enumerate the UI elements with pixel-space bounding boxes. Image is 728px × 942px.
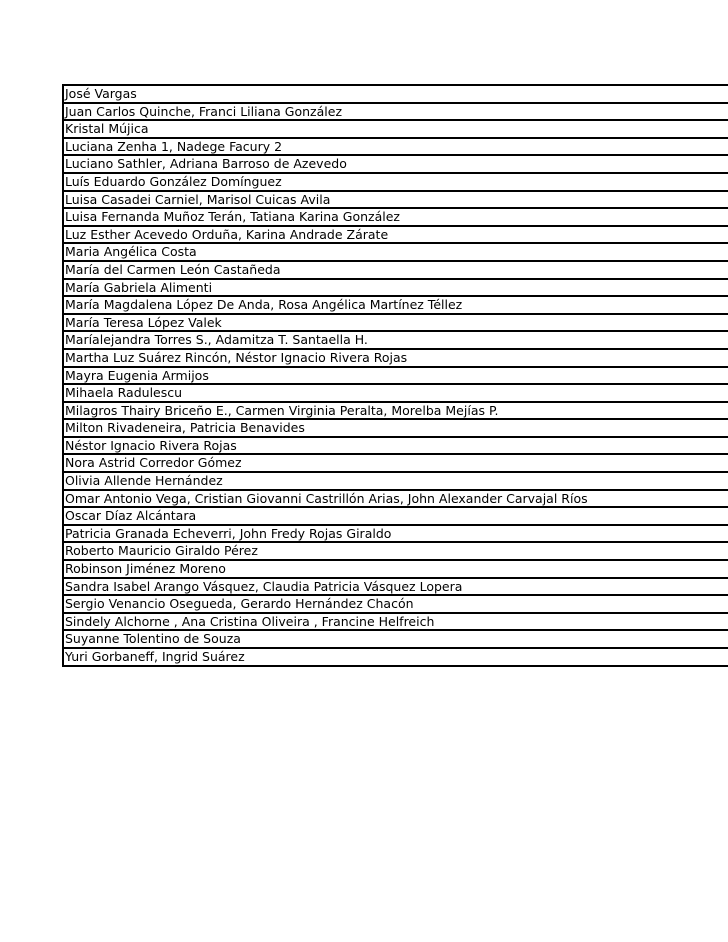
table-row: Kristal Mújica — [64, 121, 728, 139]
table-row: Juan Carlos Quinche, Franci Liliana González — [64, 104, 728, 122]
table-row: Néstor Ignacio Rivera Rojas — [64, 438, 728, 456]
table-row: Robinson Jiménez Moreno — [64, 561, 728, 579]
table-row: Roberto Mauricio Giraldo Pérez — [64, 543, 728, 561]
table-row: María Teresa López Valek — [64, 315, 728, 333]
table-row: Sergio Venancio Osegueda, Gerardo Hernández Chacón — [64, 596, 728, 614]
table-row: Patricia Granada Echeverri, John Fredy Rojas Giraldo — [64, 526, 728, 544]
table-row: Luís Eduardo González Domínguez — [64, 174, 728, 192]
table-row: Nora Astrid Corredor Gómez — [64, 455, 728, 473]
table-row: Milton Rivadeneira, Patricia Benavides — [64, 420, 728, 438]
table-row: María del Carmen León Castañeda — [64, 262, 728, 280]
table-row: Milagros Thairy Briceño E., Carmen Virginia Peralta, Morelba Mejías P. — [64, 403, 728, 421]
table-row: Olivia Allende Hernández — [64, 473, 728, 491]
table-row: Maríalejandra Torres S., Adamitza T. Santaella H. — [64, 332, 728, 350]
table-row: Luisa Casadei Carniel, Marisol Cuicas Avila — [64, 192, 728, 210]
table-row: Oscar Díaz Alcántara — [64, 508, 728, 526]
table-row: Luciana Zenha 1, Nadege Facury 2 — [64, 139, 728, 157]
table-row: Sindely Alchorne , Ana Cristina Oliveira , Francine Helfreich — [64, 614, 728, 632]
table-row: Mihaela Radulescu — [64, 385, 728, 403]
table-row: Maria Angélica Costa — [64, 244, 728, 262]
table-row: José Vargas — [64, 86, 728, 104]
table-row: Luisa Fernanda Muñoz Terán, Tatiana Karina González — [64, 209, 728, 227]
table-row: Mayra Eugenia Armijos — [64, 368, 728, 386]
table-row: Yuri Gorbaneff, Ingrid Suárez — [64, 649, 728, 667]
table-row: María Magdalena López De Anda, Rosa Angélica Martínez Téllez — [64, 297, 728, 315]
table-row: Sandra Isabel Arango Vásquez, Claudia Patricia Vásquez Lopera — [64, 579, 728, 597]
table-row: Omar Antonio Vega, Cristian Giovanni Castrillón Arias, John Alexander Carvajal Ríos — [64, 491, 728, 509]
author-table — [62, 84, 728, 667]
table-row: Martha Luz Suárez Rincón, Néstor Ignacio Rivera Rojas — [64, 350, 728, 368]
table-row: Luciano Sathler, Adriana Barroso de Azevedo — [64, 156, 728, 174]
table-row: Luz Esther Acevedo Orduña, Karina Andrade Zárate — [64, 227, 728, 245]
table-row: Suyanne Tolentino de Souza — [64, 631, 728, 649]
table-row: María Gabriela Alimenti — [64, 280, 728, 298]
